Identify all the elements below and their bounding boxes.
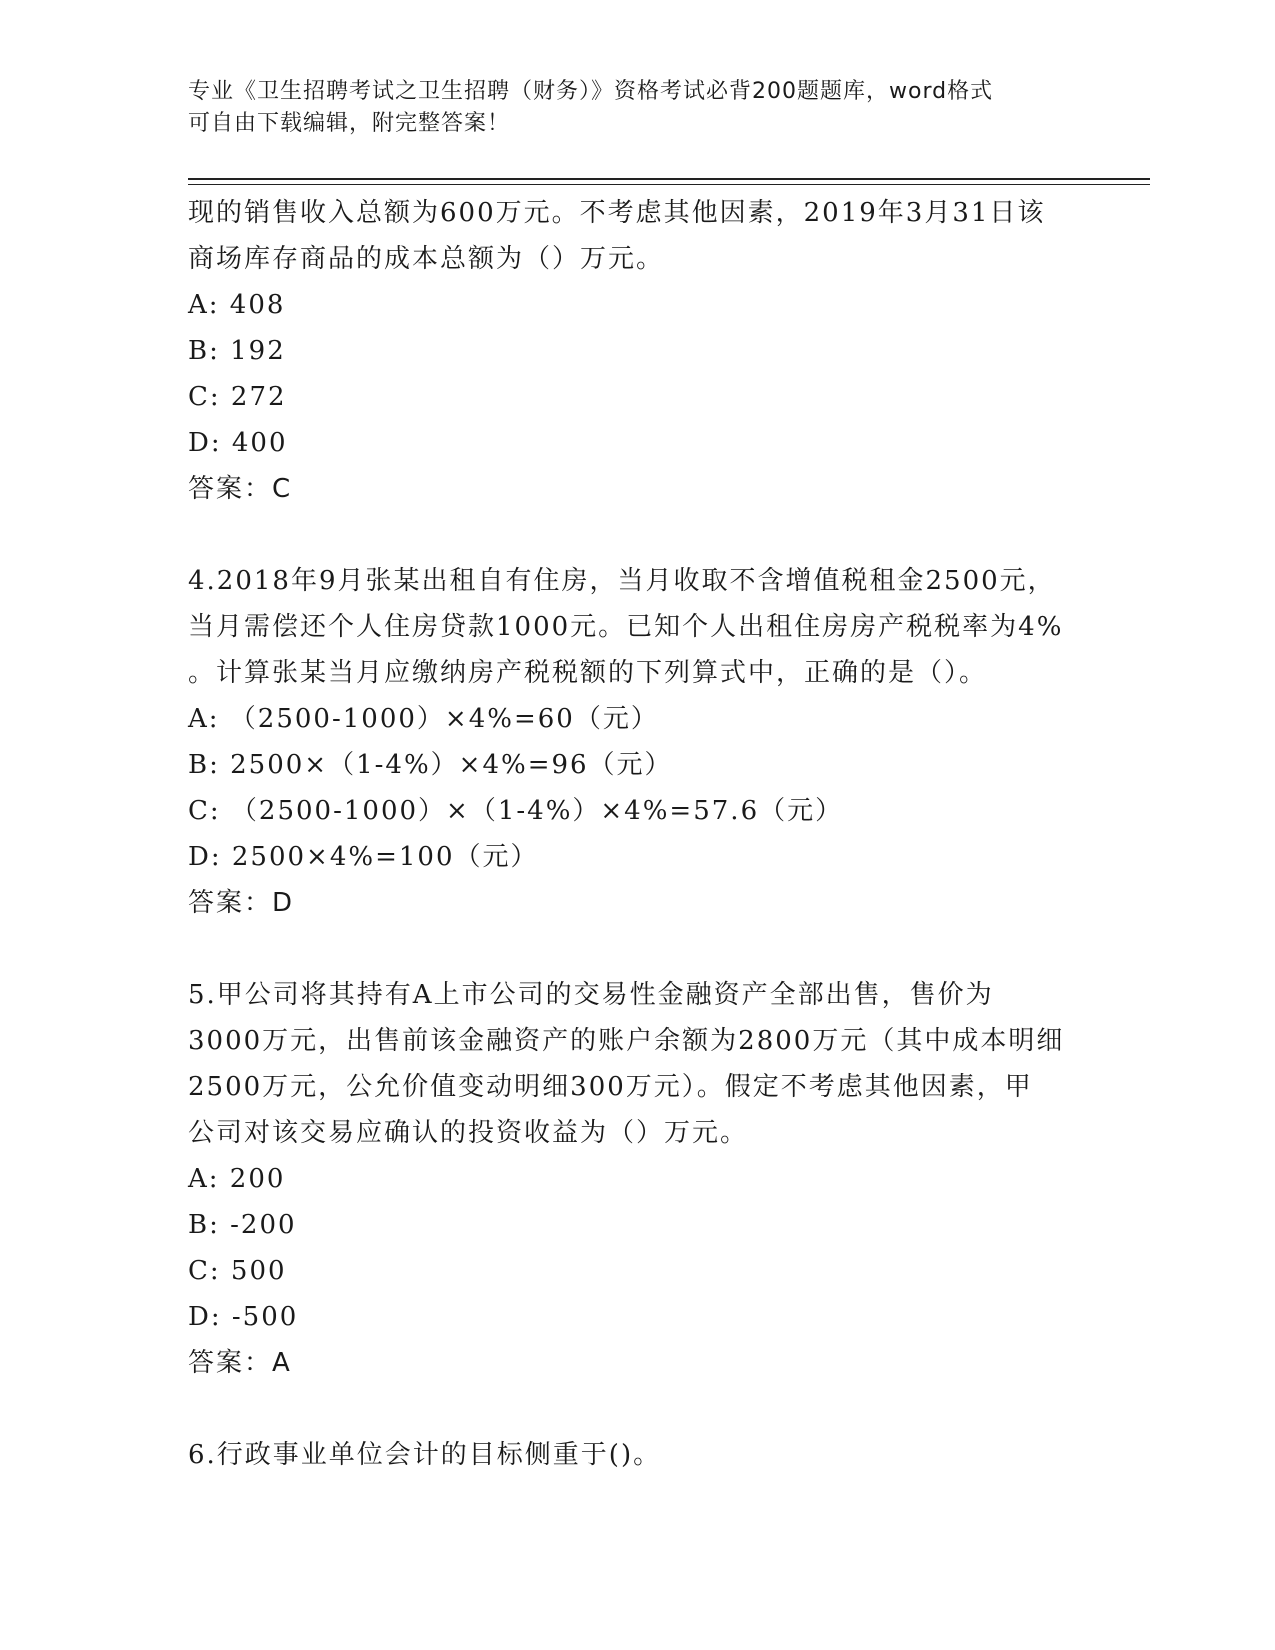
question-text-line: 公司对该交易应确认的投资收益为（）万元。 (188, 1118, 749, 1148)
answer-label: 答案：C (188, 474, 293, 504)
answer-label: 答案：D (188, 888, 295, 918)
spacer (188, 926, 1088, 972)
option-c: C: 500 (188, 1256, 287, 1286)
option-b: B: 192 (188, 336, 286, 366)
spacer (188, 1386, 1088, 1432)
question-text-line: 6.行政事业单位会计的目标侧重于()。 (188, 1440, 662, 1470)
question-4 (188, 558, 1088, 926)
question-3 (188, 190, 1088, 512)
header-divider-thick (188, 178, 1150, 180)
header-title-line-2: 可自由下载编辑，附完整答案！ (188, 111, 511, 136)
question-text-line: 4.2018年9月张某出租自有住房，当月收取不含增值税租金2500元， (188, 566, 1056, 596)
header-divider-thin (188, 184, 1150, 185)
question-content (188, 190, 1088, 1478)
question-5 (188, 972, 1088, 1386)
question-text-line: 当月需偿还个人住房贷款1000元。已知个人出租住房房产税税率为4% (188, 612, 1064, 642)
question-6 (188, 1432, 1088, 1478)
question-text-line: 商场库存商品的成本总额为（）万元。 (188, 244, 665, 274)
option-c: C: 272 (188, 382, 287, 412)
option-a: A: （2500-1000）×4%=60（元） (188, 704, 659, 734)
question-text-line: 2500万元，公允价值变动明细300万元）。假定不考虑其他因素，甲 (188, 1072, 1033, 1102)
header-title-line-1: 专业《卫生招聘考试之卫生招聘（财务）》资格考试必背200题题库，word格式 (188, 79, 994, 104)
option-b: B: 2500×（1-4%）×4%=96（元） (188, 750, 673, 780)
answer-label: 答案：A (188, 1348, 292, 1378)
question-text-line: 现的销售收入总额为600万元。不考虑其他因素，2019年3月31日该 (188, 198, 1046, 228)
question-text-line: 3000万元，出售前该金融资产的账户余额为2800万元（其中成本明细 (188, 1026, 1065, 1056)
question-text-line: 5.甲公司将其持有A上市公司的交易性金融资产全部出售，售价为 (188, 980, 994, 1010)
question-text-line: 。计算张某当月应缴纳房产税税额的下列算式中，正确的是（）。 (188, 658, 988, 688)
option-d: D: -500 (188, 1302, 299, 1332)
option-c: C: （2500-1000）×（1-4%）×4%=57.6（元） (188, 796, 844, 826)
option-a: A: 408 (188, 290, 286, 320)
option-d: D: 400 (188, 428, 288, 458)
option-a: A: 200 (188, 1164, 286, 1194)
option-d: D: 2500×4%=100（元） (188, 842, 539, 872)
spacer (188, 512, 1088, 558)
document-header (188, 76, 1068, 140)
option-b: B: -200 (188, 1210, 297, 1240)
